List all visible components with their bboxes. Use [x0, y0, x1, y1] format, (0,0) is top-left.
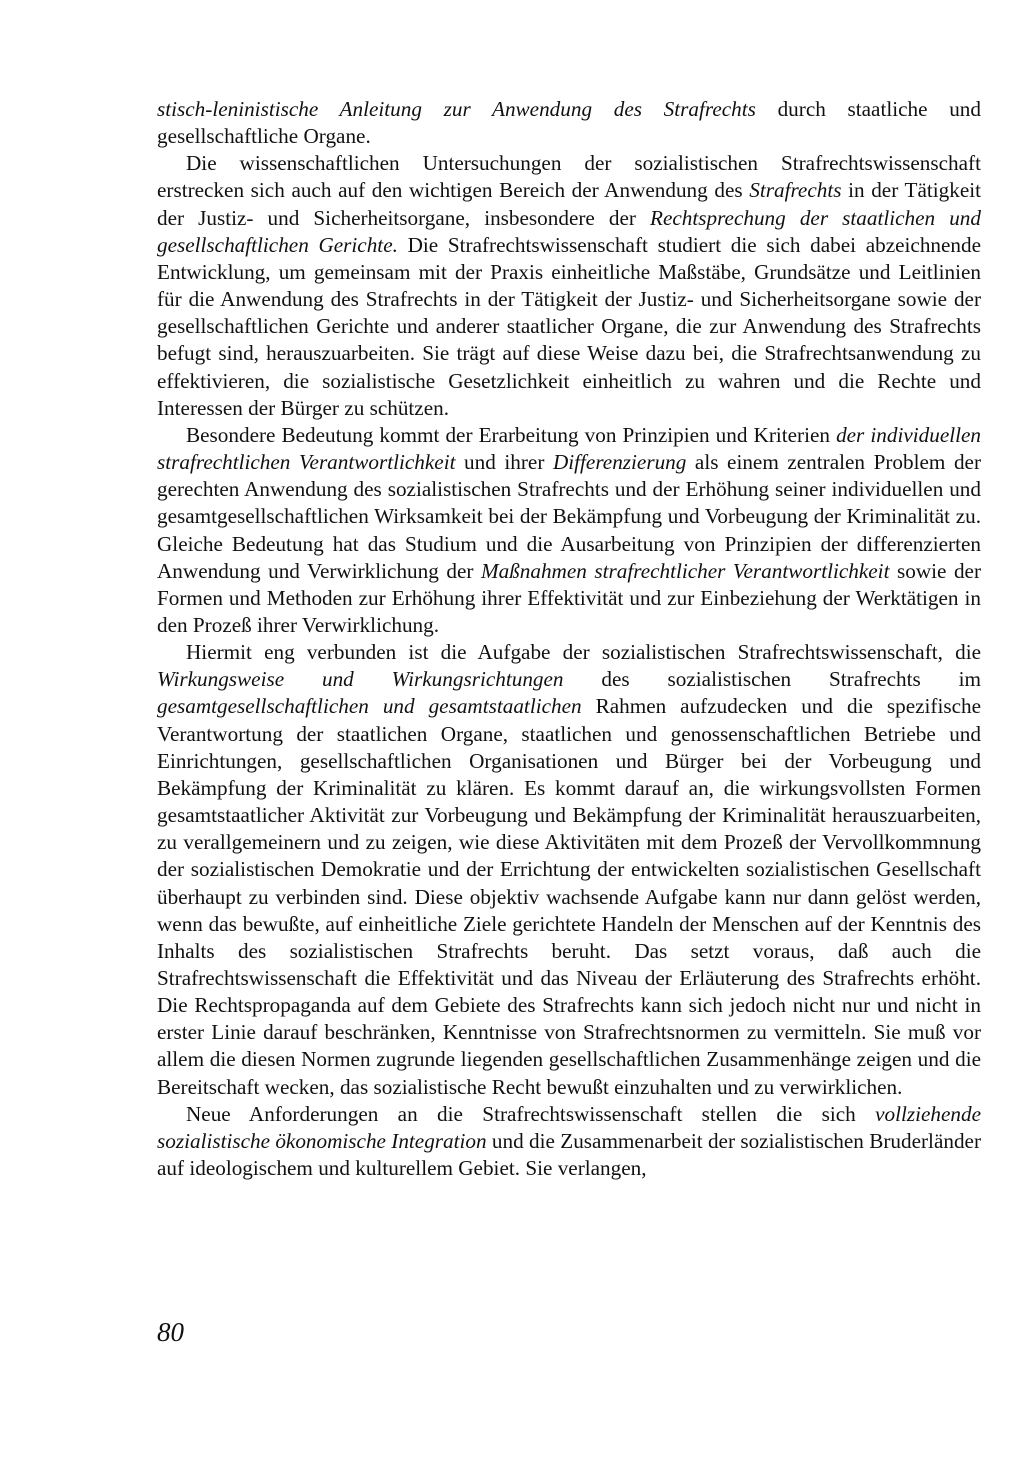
paragraph-3: [157, 422, 981, 639]
paragraph-1-segment-1: stisch-leninistische Anleitung zur Anwendung des Strafrechts: [157, 97, 756, 121]
paragraph-5-segment-2: vollziehende sozialistische ökonomische Integration: [157, 1101, 981, 1153]
paragraph-5: [157, 1101, 981, 1182]
paragraph-2-segment-3: in der Tätigkeit der Justiz- und Sicherheitsorgane, insbesondere der: [157, 178, 981, 230]
paragraph-2-segment-5: Die Strafrechtswissenschaft studiert die sich dabei abzeichnende Entwicklung, um gemeinsam mit der Praxis einheitliche Maßstäbe, Grundsätze und Leitlinien für die Anwendung des Strafrechts in der Tätigkeit der Justiz- und Sicherheitsorgane sowie der gesellschaftlichen Gerichte und anderer staatlicher Organe, die zur Anwendung des Strafrechts befugt sind, herauszuarbeiten. Sie trägt auf diese Weise dazu bei, die Strafrechtsanwendung zu effektivieren, die sozialistische Gesetzlichkeit einheitlich zu wahren und die Rechte und Interessen der Bürger zu schützen.: [157, 232, 981, 420]
page-body: [157, 96, 981, 1182]
paragraph-3-segment-7: sowie der Formen und Methoden zur Erhöhung ihrer Effektivität und zur Einbeziehung der Werktätigen in den Prozeß ihrer Verwirklichung.: [157, 558, 982, 637]
paragraph-2: [157, 150, 981, 422]
paragraph-1: [157, 96, 981, 150]
paragraph-2-segment-4: Rechtsprechung der staatlichen und gesellschaftlichen Gerichte.: [157, 205, 981, 257]
paragraph-4-segment-4: gesamtgesellschaftlichen und gesamtstaatlichen: [157, 694, 582, 719]
paragraph-4-segment-2: Wirkungsweise und Wirkungsrichtungen: [157, 667, 564, 692]
paragraph-1-segment-2: durch staatliche und gesellschaftliche Organe.: [157, 97, 981, 149]
paragraph-3-segment-4: Differenzierung: [552, 450, 687, 475]
paragraph-3-segment-6: Maßnahmen strafrechtlicher Verantwortlichkeit: [480, 558, 890, 583]
page-number: 80: [157, 1317, 184, 1347]
paragraph-2-segment-2: Strafrechts: [749, 178, 842, 203]
paragraph-3-segment-5: als einem zentralen Problem der gerechten Anwendung des sozialistischen Strafrechts und der Erhöhung seiner individuellen und gesamtgesellschaftlichen Wirksamkeit bei der Bekämpfung und Vorbeugung der Kriminalität zu. Gleiche Bedeutung hat das Studium und die Ausarbeitung von Prinzipien der differenzierten Anwendung und Verwirklichung der: [157, 450, 981, 583]
paragraph-4-segment-3: des sozialistischen Strafrechts im: [563, 667, 982, 692]
paragraph-3-segment-3: und ihrer: [455, 450, 553, 475]
paragraph-3-segment-1: Besondere Bedeutung kommt der Erarbeitung von Prinzipien und Kriterien: [186, 422, 837, 447]
paragraph-4: [157, 639, 981, 1101]
paragraph-2-segment-1: Die wissenschaftlichen Untersuchungen der sozialistischen Strafrechtswissenschaft erstrecken sich auch auf den wichtigen Bereich der Anwendung des: [157, 151, 981, 203]
paragraph-3-segment-2: der individuellen strafrechtlichen Verantwortlichkeit: [157, 422, 981, 475]
paragraph-5-segment-3: und die Zusammenarbeit der sozialistischen Bruderländer auf ideologischem und kulturellem Gebiet. Sie verlangen,: [157, 1128, 981, 1181]
paragraph-5-segment-1: Neue Anforderungen an die Strafrechtswissenschaft stellen die sich: [186, 1101, 876, 1126]
paragraph-4-segment-5: Rahmen aufzudecken und die spezifische Verantwortung der staatlichen Organe, staatlichen und genossenschaftlichen Betriebe und Einrichtungen, gesellschaftlichen Organisationen und Bürger bei der Vorbeugung und Bekämpfung der Kriminalität zu klären. Es kommt darauf an, die wirkungsvollsten Formen gesamtstaatlicher Aktivität zur Vorbeugung und Bekämpfung der Kriminalität herauszuarbeiten, zu verallgemeinern und zu zeigen, wie diese Aktivitäten mit dem Prozeß der Vervollkommnung der sozialistischen Demokratie und der Errichtung der entwickelten sozialistischen Gesellschaft überhaupt zu verbinden sind. Diese objektiv wachsende Aufgabe kann nur dann gelöst werden, wenn das bewußte, auf einheitliche Ziele gerichtete Handeln der Menschen auf der Kenntnis des Inhalts des sozialistischen Strafrechts beruht. Das setzt voraus, daß auch die Strafrechtswissenschaft die Effektivität und das Niveau der Erläuterung des Strafrechts erhöht. Die Rechtspropaganda auf dem Gebiete des Strafrechts kann sich jedoch nicht nur und nicht in erster Linie darauf beschränken, Kenntnisse von Strafrechtsnormen zu vermitteln. Sie muß vor allem die diesen Normen zugrunde liegenden gesellschaftlichen Zusammenhänge zeigen und die Bereitschaft wecken, das sozialistische Recht bewußt einzuhalten und zu verwirklichen.: [157, 694, 981, 1099]
paragraph-4-segment-1: Hiermit eng verbunden ist die Aufgabe der sozialistischen Strafrechtswissenschaft, die: [186, 640, 981, 665]
